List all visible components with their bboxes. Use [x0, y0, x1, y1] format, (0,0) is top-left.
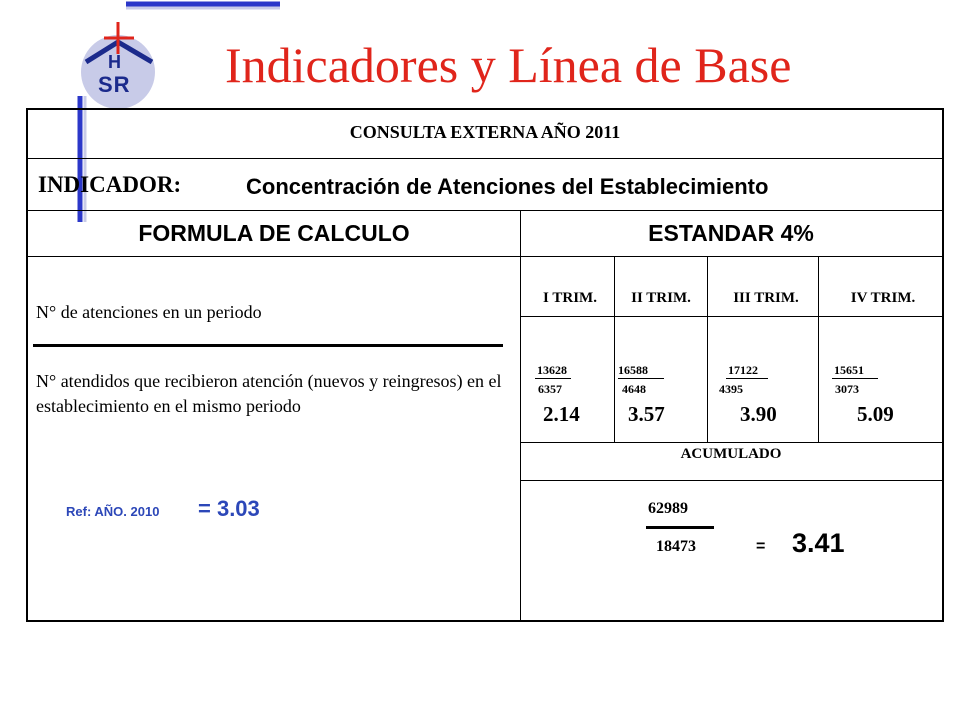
fraction-bar [33, 344, 503, 347]
indicator-value: Concentración de Atenciones del Establecimiento [246, 174, 769, 199]
quarter-numerator: 16588 [618, 363, 664, 379]
rule-results [520, 442, 942, 443]
table-header: CONSULTA EXTERNA AÑO 2011 [349, 122, 621, 142]
slide-title: Indicadores y Línea de Base [225, 37, 792, 93]
quarter-denominator: 6357 [538, 382, 562, 396]
rule-q3 [818, 256, 819, 442]
accumulated-numerator: 62989 [648, 500, 688, 517]
accumulated-label: ACUMULADO [680, 446, 782, 462]
ref-label: Ref: AÑO. 2010 [66, 504, 160, 519]
accumulated-denominator: 18473 [656, 538, 696, 555]
formula-header: FORMULA DE CALCULO [138, 220, 410, 246]
indicator-label: INDICADOR: [38, 172, 182, 197]
quarter-result: 3.90 [740, 402, 777, 426]
rule-indicator [28, 210, 942, 211]
standard-header: ESTANDAR 4% [648, 220, 814, 246]
rule-center [520, 210, 521, 622]
rule-q2 [707, 256, 708, 442]
rule-formula [28, 256, 942, 257]
ref-value: = 3.03 [198, 496, 260, 521]
quarter-result: 3.57 [628, 402, 665, 426]
quarter-label: I TRIM. [543, 290, 597, 306]
quarter-numerator: 15651 [832, 363, 878, 379]
accumulated-fraction-bar [646, 526, 714, 529]
quarter-numerator: 13628 [535, 363, 571, 379]
indicator-table [26, 108, 944, 622]
rule-header [28, 158, 942, 159]
rule-accumulated [520, 480, 942, 481]
quarter-label: II TRIM. [631, 290, 691, 306]
quarter-label: III TRIM. [733, 290, 799, 306]
quarter-denominator: 4395 [719, 382, 743, 396]
accumulated-equals: = [756, 538, 766, 555]
accumulated-result: 3.41 [792, 528, 845, 558]
quarter-numerator: 17122 [726, 363, 768, 379]
quarter-denominator: 3073 [835, 382, 859, 396]
quarter-denominator: 4648 [622, 382, 646, 396]
denominator-text: N° atendidos que recibieron atención (nuevos y reingresos) en el establecimiento en el mismo periodo [36, 371, 502, 416]
rule-q1 [614, 256, 615, 442]
quarter-result: 2.14 [543, 402, 580, 426]
quarter-result: 5.09 [857, 402, 894, 426]
quarter-label: IV TRIM. [850, 290, 916, 306]
rule-quarters [520, 316, 942, 317]
logo-text-top: H [108, 52, 121, 72]
logo-text-bottom: SR [98, 72, 131, 97]
numerator-text: N° de atenciones en un periodo [36, 302, 262, 322]
